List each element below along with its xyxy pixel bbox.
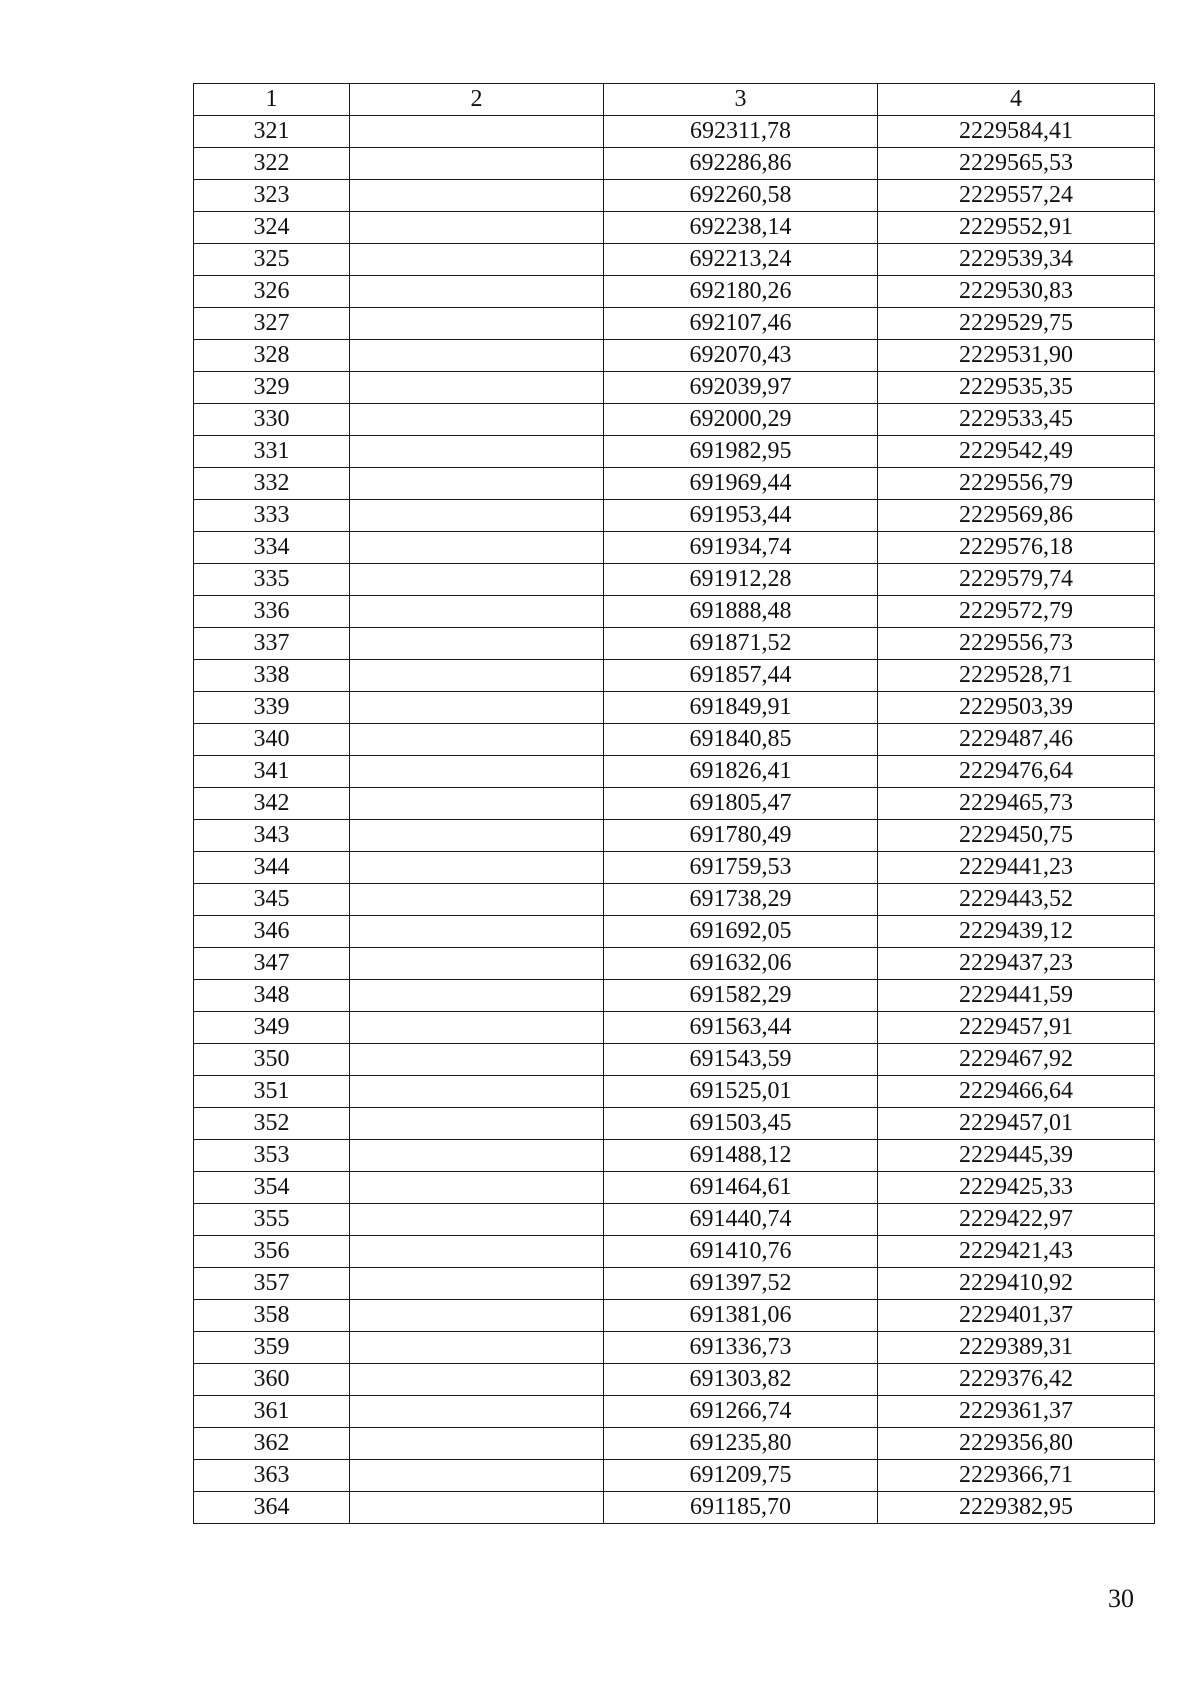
table-row [194, 628, 1155, 660]
coordinate-x-cell: 691488,12 [604, 1140, 878, 1172]
coordinate-y-cell: 2229439,12 [878, 916, 1155, 948]
table-row [194, 212, 1155, 244]
column-2-cell [350, 1428, 604, 1460]
coordinate-x-cell: 691209,75 [604, 1460, 878, 1492]
point-number-cell: 327 [194, 308, 350, 340]
point-number-cell: 324 [194, 212, 350, 244]
coordinate-x-cell: 692039,97 [604, 372, 878, 404]
column-2-cell [350, 1204, 604, 1236]
column-2-cell [350, 1108, 604, 1140]
table-row [194, 692, 1155, 724]
point-number-cell: 331 [194, 436, 350, 468]
coordinate-x-cell: 691934,74 [604, 532, 878, 564]
column-2-cell [350, 180, 604, 212]
point-number-cell: 333 [194, 500, 350, 532]
column-2-cell [350, 116, 604, 148]
table-row [194, 1332, 1155, 1364]
point-number-cell: 339 [194, 692, 350, 724]
point-number-cell: 352 [194, 1108, 350, 1140]
coordinate-y-cell: 2229556,73 [878, 628, 1155, 660]
coordinate-y-cell: 2229445,39 [878, 1140, 1155, 1172]
table-row [194, 1076, 1155, 1108]
table-row [194, 180, 1155, 212]
coordinate-x-cell: 691826,41 [604, 756, 878, 788]
table-row [194, 1140, 1155, 1172]
coordinate-y-cell: 2229531,90 [878, 340, 1155, 372]
point-number-cell: 341 [194, 756, 350, 788]
table-row [194, 1012, 1155, 1044]
coordinate-y-cell: 2229535,35 [878, 372, 1155, 404]
coordinate-y-cell: 2229457,91 [878, 1012, 1155, 1044]
column-header-1: 1 [194, 84, 350, 116]
column-2-cell [350, 852, 604, 884]
coordinate-y-cell: 2229579,74 [878, 564, 1155, 596]
point-number-cell: 353 [194, 1140, 350, 1172]
coordinate-x-cell: 691381,06 [604, 1300, 878, 1332]
coordinate-x-cell: 691840,85 [604, 724, 878, 756]
table-body [194, 116, 1155, 1524]
point-number-cell: 326 [194, 276, 350, 308]
point-number-cell: 348 [194, 980, 350, 1012]
coordinate-x-cell: 691410,76 [604, 1236, 878, 1268]
point-number-cell: 337 [194, 628, 350, 660]
column-2-cell [350, 1492, 604, 1524]
point-number-cell: 321 [194, 116, 350, 148]
table-row [194, 340, 1155, 372]
column-2-cell [350, 660, 604, 692]
column-2-cell [350, 692, 604, 724]
table-row [194, 724, 1155, 756]
coordinate-y-cell: 2229584,41 [878, 116, 1155, 148]
coordinate-x-cell: 691543,59 [604, 1044, 878, 1076]
table-row [194, 372, 1155, 404]
table-row [194, 660, 1155, 692]
coordinate-y-cell: 2229542,49 [878, 436, 1155, 468]
column-2-cell [350, 1012, 604, 1044]
coordinate-y-cell: 2229467,92 [878, 1044, 1155, 1076]
table-row [194, 148, 1155, 180]
table-row [194, 1300, 1155, 1332]
coordinate-x-cell: 691440,74 [604, 1204, 878, 1236]
coordinate-y-cell: 2229361,37 [878, 1396, 1155, 1428]
table-row [194, 852, 1155, 884]
table-row [194, 500, 1155, 532]
column-2-cell [350, 788, 604, 820]
table-row [194, 884, 1155, 916]
coordinate-y-cell: 2229450,75 [878, 820, 1155, 852]
table-row [194, 1204, 1155, 1236]
point-number-cell: 323 [194, 180, 350, 212]
coordinate-x-cell: 691871,52 [604, 628, 878, 660]
point-number-cell: 361 [194, 1396, 350, 1428]
table-row [194, 948, 1155, 980]
column-2-cell [350, 1460, 604, 1492]
point-number-cell: 343 [194, 820, 350, 852]
table-row [194, 596, 1155, 628]
coordinate-x-cell: 692238,14 [604, 212, 878, 244]
coordinate-x-cell: 691397,52 [604, 1268, 878, 1300]
coordinate-y-cell: 2229533,45 [878, 404, 1155, 436]
coordinate-y-cell: 2229528,71 [878, 660, 1155, 692]
point-number-cell: 363 [194, 1460, 350, 1492]
point-number-cell: 328 [194, 340, 350, 372]
coordinate-y-cell: 2229530,83 [878, 276, 1155, 308]
coordinate-x-cell: 691692,05 [604, 916, 878, 948]
table-row [194, 532, 1155, 564]
column-2-cell [350, 1300, 604, 1332]
coordinate-x-cell: 691849,91 [604, 692, 878, 724]
column-2-cell [350, 148, 604, 180]
table-row [194, 1492, 1155, 1524]
column-2-cell [350, 1140, 604, 1172]
table-row [194, 980, 1155, 1012]
coordinate-x-cell: 691185,70 [604, 1492, 878, 1524]
column-2-cell [350, 1364, 604, 1396]
coordinate-y-cell: 2229421,43 [878, 1236, 1155, 1268]
coordinate-y-cell: 2229366,71 [878, 1460, 1155, 1492]
point-number-cell: 351 [194, 1076, 350, 1108]
coordinate-x-cell: 692180,26 [604, 276, 878, 308]
coordinate-y-cell: 2229422,97 [878, 1204, 1155, 1236]
column-2-cell [350, 628, 604, 660]
coordinate-x-cell: 692213,24 [604, 244, 878, 276]
coordinate-x-cell: 691464,61 [604, 1172, 878, 1204]
point-number-cell: 358 [194, 1300, 350, 1332]
column-2-cell [350, 724, 604, 756]
point-number-cell: 332 [194, 468, 350, 500]
table-header-row [194, 84, 1155, 116]
point-number-cell: 345 [194, 884, 350, 916]
coordinate-y-cell: 2229441,23 [878, 852, 1155, 884]
column-2-cell [350, 1236, 604, 1268]
point-number-cell: 342 [194, 788, 350, 820]
coordinate-x-cell: 691235,80 [604, 1428, 878, 1460]
point-number-cell: 340 [194, 724, 350, 756]
coordinate-x-cell: 692311,78 [604, 116, 878, 148]
coordinate-y-cell: 2229576,18 [878, 532, 1155, 564]
coordinate-y-cell: 2229410,92 [878, 1268, 1155, 1300]
column-header-2: 2 [350, 84, 604, 116]
table-row [194, 404, 1155, 436]
point-number-cell: 357 [194, 1268, 350, 1300]
coordinate-x-cell: 691738,29 [604, 884, 878, 916]
column-header-4: 4 [878, 84, 1155, 116]
coordinate-x-cell: 692286,86 [604, 148, 878, 180]
coordinate-y-cell: 2229529,75 [878, 308, 1155, 340]
column-2-cell [350, 948, 604, 980]
column-2-cell [350, 276, 604, 308]
column-2-cell [350, 244, 604, 276]
table-row [194, 1364, 1155, 1396]
coordinate-y-cell: 2229457,01 [878, 1108, 1155, 1140]
table-row [194, 276, 1155, 308]
table-row [194, 756, 1155, 788]
point-number-cell: 359 [194, 1332, 350, 1364]
point-number-cell: 349 [194, 1012, 350, 1044]
coordinate-y-cell: 2229443,52 [878, 884, 1155, 916]
column-2-cell [350, 820, 604, 852]
coordinate-y-cell: 2229539,34 [878, 244, 1155, 276]
coordinate-y-cell: 2229503,39 [878, 692, 1155, 724]
coordinate-y-cell: 2229376,42 [878, 1364, 1155, 1396]
coordinate-y-cell: 2229569,86 [878, 500, 1155, 532]
point-number-cell: 350 [194, 1044, 350, 1076]
point-number-cell: 329 [194, 372, 350, 404]
coordinate-y-cell: 2229466,64 [878, 1076, 1155, 1108]
coordinates-table [193, 83, 1155, 1524]
point-number-cell: 325 [194, 244, 350, 276]
coordinate-x-cell: 691503,45 [604, 1108, 878, 1140]
point-number-cell: 334 [194, 532, 350, 564]
coordinate-y-cell: 2229565,53 [878, 148, 1155, 180]
coordinate-x-cell: 692070,43 [604, 340, 878, 372]
table-row [194, 436, 1155, 468]
column-2-cell [350, 980, 604, 1012]
coordinate-x-cell: 691759,53 [604, 852, 878, 884]
coordinate-y-cell: 2229572,79 [878, 596, 1155, 628]
coordinate-y-cell: 2229401,37 [878, 1300, 1155, 1332]
point-number-cell: 330 [194, 404, 350, 436]
coordinate-x-cell: 691525,01 [604, 1076, 878, 1108]
table-row [194, 244, 1155, 276]
coordinate-x-cell: 692260,58 [604, 180, 878, 212]
table-row [194, 468, 1155, 500]
column-2-cell [350, 884, 604, 916]
table-row [194, 1236, 1155, 1268]
coordinate-x-cell: 691266,74 [604, 1396, 878, 1428]
column-2-cell [350, 212, 604, 244]
table-row [194, 308, 1155, 340]
coordinate-y-cell: 2229437,23 [878, 948, 1155, 980]
point-number-cell: 344 [194, 852, 350, 884]
coordinate-x-cell: 691805,47 [604, 788, 878, 820]
coordinate-x-cell: 691982,95 [604, 436, 878, 468]
column-2-cell [350, 1396, 604, 1428]
column-2-cell [350, 404, 604, 436]
point-number-cell: 346 [194, 916, 350, 948]
coordinate-y-cell: 2229487,46 [878, 724, 1155, 756]
point-number-cell: 338 [194, 660, 350, 692]
coordinate-y-cell: 2229441,59 [878, 980, 1155, 1012]
coordinate-x-cell: 691888,48 [604, 596, 878, 628]
coordinate-x-cell: 691857,44 [604, 660, 878, 692]
column-2-cell [350, 916, 604, 948]
page-number: 30 [1108, 1584, 1134, 1613]
coordinate-x-cell: 691563,44 [604, 1012, 878, 1044]
table-row [194, 1268, 1155, 1300]
coordinate-y-cell: 2229476,64 [878, 756, 1155, 788]
coordinate-y-cell: 2229557,24 [878, 180, 1155, 212]
column-2-cell [350, 372, 604, 404]
table-row [194, 916, 1155, 948]
column-2-cell [350, 1172, 604, 1204]
coordinate-x-cell: 691912,28 [604, 564, 878, 596]
coordinate-y-cell: 2229552,91 [878, 212, 1155, 244]
point-number-cell: 355 [194, 1204, 350, 1236]
coordinate-x-cell: 691953,44 [604, 500, 878, 532]
column-2-cell [350, 308, 604, 340]
coordinate-y-cell: 2229465,73 [878, 788, 1155, 820]
column-2-cell [350, 468, 604, 500]
coordinate-x-cell: 691582,29 [604, 980, 878, 1012]
coordinate-y-cell: 2229425,33 [878, 1172, 1155, 1204]
coordinate-x-cell: 692107,46 [604, 308, 878, 340]
coordinate-x-cell: 692000,29 [604, 404, 878, 436]
column-2-cell [350, 532, 604, 564]
point-number-cell: 336 [194, 596, 350, 628]
point-number-cell: 354 [194, 1172, 350, 1204]
table-row [194, 788, 1155, 820]
point-number-cell: 364 [194, 1492, 350, 1524]
point-number-cell: 362 [194, 1428, 350, 1460]
point-number-cell: 322 [194, 148, 350, 180]
column-2-cell [350, 596, 604, 628]
column-2-cell [350, 1332, 604, 1364]
coordinate-y-cell: 2229389,31 [878, 1332, 1155, 1364]
column-2-cell [350, 564, 604, 596]
table-row [194, 1108, 1155, 1140]
point-number-cell: 347 [194, 948, 350, 980]
table-row [194, 1428, 1155, 1460]
column-2-cell [350, 500, 604, 532]
table-row [194, 1172, 1155, 1204]
table-row [194, 820, 1155, 852]
column-2-cell [350, 1268, 604, 1300]
coordinate-y-cell: 2229356,80 [878, 1428, 1155, 1460]
coordinate-y-cell: 2229382,95 [878, 1492, 1155, 1524]
table-row [194, 1460, 1155, 1492]
coordinate-x-cell: 691780,49 [604, 820, 878, 852]
column-2-cell [350, 1044, 604, 1076]
table-row [194, 1396, 1155, 1428]
coordinate-x-cell: 691336,73 [604, 1332, 878, 1364]
column-2-cell [350, 340, 604, 372]
column-2-cell [350, 1076, 604, 1108]
point-number-cell: 356 [194, 1236, 350, 1268]
coordinate-x-cell: 691303,82 [604, 1364, 878, 1396]
table-row [194, 564, 1155, 596]
coordinate-x-cell: 691969,44 [604, 468, 878, 500]
column-header-3: 3 [604, 84, 878, 116]
coordinate-y-cell: 2229556,79 [878, 468, 1155, 500]
table-row [194, 116, 1155, 148]
table-row [194, 1044, 1155, 1076]
point-number-cell: 335 [194, 564, 350, 596]
column-2-cell [350, 436, 604, 468]
coordinate-x-cell: 691632,06 [604, 948, 878, 980]
column-2-cell [350, 756, 604, 788]
point-number-cell: 360 [194, 1364, 350, 1396]
